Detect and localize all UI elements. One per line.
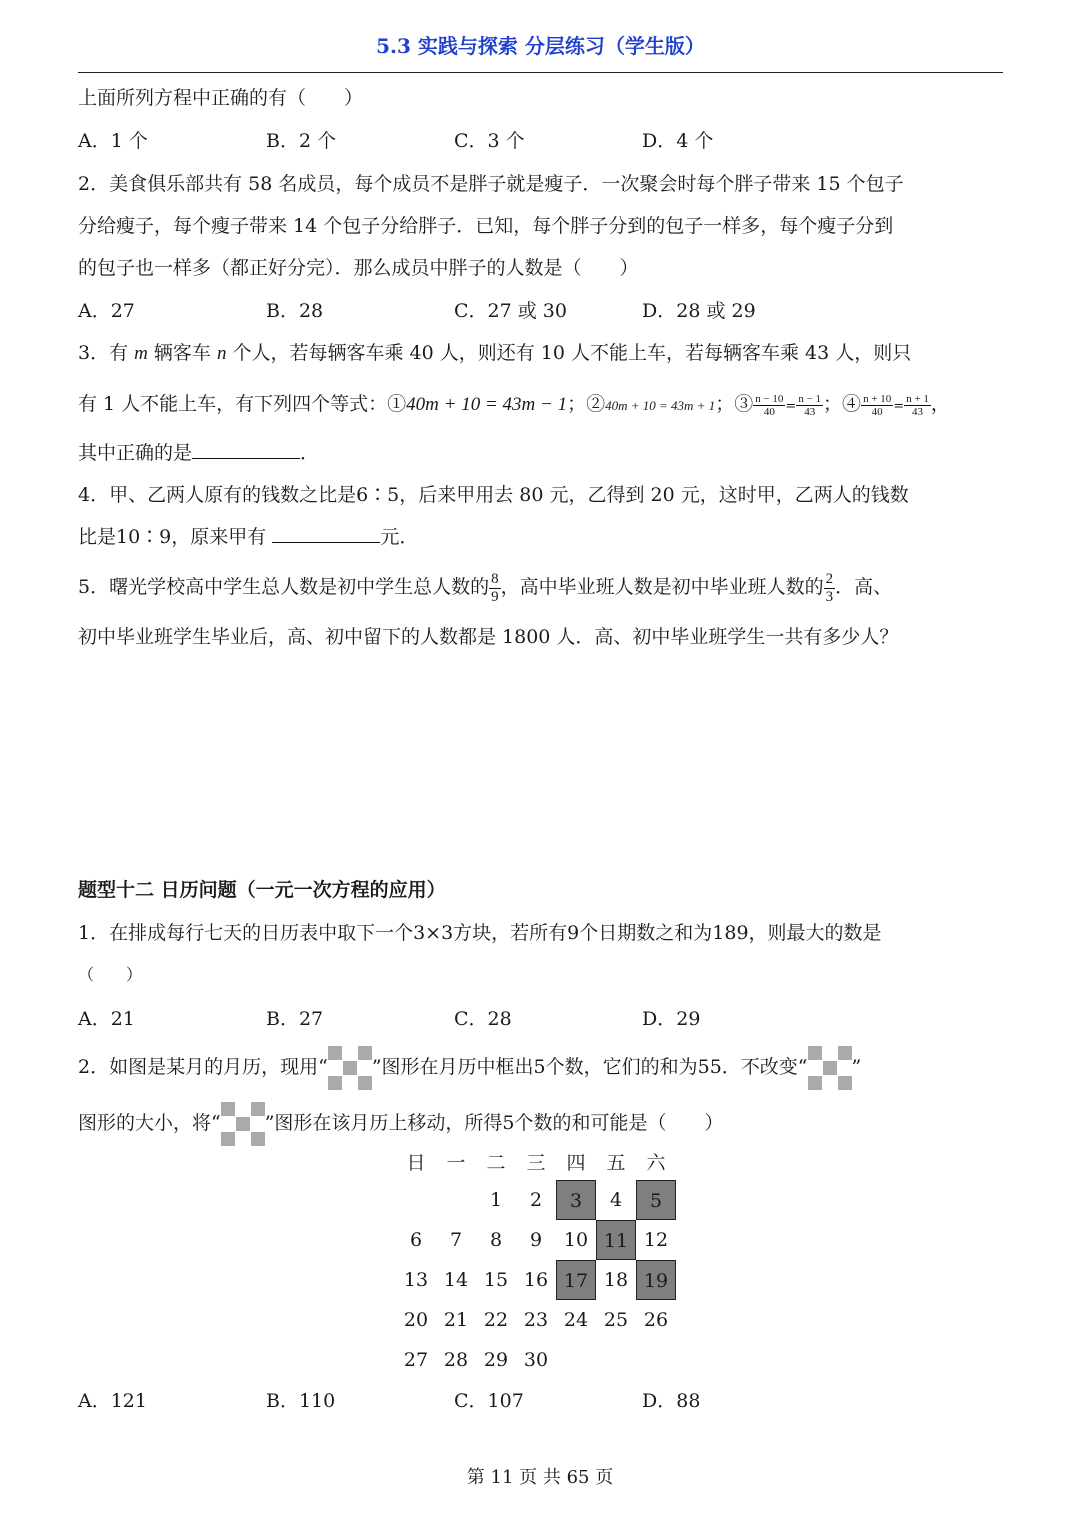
s12-q1-option-c: C．28 (454, 1008, 512, 1030)
q3-eq4-num-2: n + 1 (906, 392, 929, 405)
q3-eq3-frac-left (753, 393, 785, 418)
q3-eq3-frac-right (796, 393, 823, 418)
q3-line-1 (78, 340, 911, 367)
header-rule (78, 72, 1003, 73)
calendar-weekday-header: 三 (526, 1152, 546, 1174)
q3-sep-3: ；④ (823, 393, 862, 415)
q3-eq4-den-1: 40 (871, 405, 883, 418)
calendar-day: 26 (643, 1309, 669, 1331)
q5-fraction-1 (489, 571, 501, 606)
q-top-option-a: A．1 个 (78, 130, 148, 152)
q3-eq3-equals: = (785, 399, 797, 414)
q2-option-b: B．28 (266, 300, 324, 322)
calendar-weekday-header: 六 (646, 1152, 666, 1174)
calendar-day: 23 (523, 1309, 549, 1331)
x-pattern-shape-icon (328, 1046, 372, 1090)
q2-line-1: 2．美食俱乐部共有 58 名成员，每个成员不是胖子就是瘦子．一次聚会时每个胖子带来 15 个包子 (78, 173, 904, 195)
calendar-day: 1 (489, 1189, 503, 1211)
q3-equation-2: 40m + 10 = 43m + 1 (605, 398, 716, 413)
q2-option-c: C．27 或 30 (454, 300, 567, 322)
calendar-weekday-header: 一 (446, 1152, 466, 1174)
calendar-day: 10 (563, 1229, 589, 1251)
q3-text-2a: 有 1 人不能上车，有下列四个等式：① (78, 393, 407, 415)
q-top-stem: 上面所列方程中正确的有（ ） (78, 87, 364, 109)
calendar-day: 16 (523, 1269, 549, 1291)
s12-q2-text-d: 图形的大小，将“ (78, 1112, 221, 1134)
q4-line-1: 4．甲、乙两人原有的钱数之比是6∶5，后来甲用去 80 元，乙得到 20 元，这时甲，乙两人的钱数 (78, 484, 909, 506)
q3-text-a: 3．有 (78, 342, 135, 364)
s12-q2-text-a: 2．如图是某月的月历，现用“ (78, 1056, 328, 1078)
calendar-day: 9 (529, 1229, 543, 1251)
calendar-day-highlighted: 19 (636, 1260, 676, 1300)
calendar-day-highlighted: 11 (596, 1220, 636, 1260)
calendar-day: 14 (443, 1269, 469, 1291)
q3-text-3b: ． (300, 442, 320, 464)
q4-line-2 (78, 524, 418, 550)
q4-answer-blank[interactable] (272, 524, 380, 543)
calendar-day: 4 (609, 1189, 623, 1211)
q2-option-d: D．28 或 29 (642, 300, 756, 322)
q3-eq3-num-2: n − 1 (798, 392, 822, 405)
q3-eq4-frac-left (861, 393, 893, 418)
x-pattern-shape-icon (221, 1102, 265, 1146)
page-footer: 第 11 页 共 65 页 (466, 1467, 614, 1488)
q3-eq3-den-2: 43 (804, 405, 816, 418)
s12-q2-line-1 (78, 1042, 861, 1092)
q3-eq4-frac-right (904, 393, 931, 418)
q5-fraction-2 (824, 571, 836, 606)
s12-q1-option-b: B．27 (266, 1008, 324, 1030)
q3-eq3-num-1: n − 10 (755, 392, 784, 405)
q3-eq4-den-2: 43 (912, 405, 924, 418)
calendar-day: 15 (483, 1269, 509, 1291)
q2-line-2: 分给瘦子，每个瘦子带来 14 个包子分给胖子．已知，每个胖子分到的包子一样多，每个瘦子分到 (78, 215, 894, 237)
s12-q2-text-b: ”图形在月历中框出5个数，它们的和为55．不改变“ (371, 1056, 808, 1078)
calendar-day: 20 (403, 1309, 429, 1331)
page-header-title: 5.3 实践与探索 分层练习（学生版） (376, 34, 705, 58)
q3-sep-1: ；② (567, 393, 606, 415)
q-top-option-b: B．2 个 (266, 130, 337, 152)
q3-text-b: 辆客车 (147, 342, 217, 364)
calendar-day-highlighted: 5 (636, 1180, 676, 1220)
q5-fraction-1-num: 8 (491, 570, 499, 587)
calendar-day-highlighted: 17 (556, 1260, 596, 1300)
calendar-day: 8 (489, 1229, 503, 1251)
q3-var-n: n (216, 343, 227, 364)
q5-fraction-2-num: 2 (825, 570, 834, 587)
s12-q2-line-2 (78, 1098, 724, 1148)
q5-line-2: 初中毕业班学生毕业后，高、初中留下的人数都是 1800 人．高、初中毕业班学生一共有多少人？ (78, 626, 899, 648)
q3-text-c: 个人，若每辆客车乘 40 人，则还有 10 人不能上车，若每辆客车乘 43 人，则只 (226, 342, 912, 364)
q3-end-2: ， (930, 393, 950, 415)
s12-q2-option-a: A．121 (78, 1390, 147, 1412)
q5-text-c: ．高、 (835, 576, 893, 598)
calendar-day: 18 (603, 1269, 629, 1291)
calendar-day-highlighted: 3 (556, 1180, 596, 1220)
calendar-weekday-header: 四 (566, 1152, 586, 1174)
calendar-day: 25 (603, 1309, 629, 1331)
calendar-day: 29 (483, 1349, 509, 1371)
s12-q1-option-d: D．29 (642, 1008, 701, 1030)
q3-sep-2: ；③ (715, 393, 754, 415)
q3-eq4-num-1: n + 10 (863, 392, 892, 405)
q5-text-a: 5．曙光学校高中学生总人数是初中学生总人数的 (78, 576, 490, 598)
s12-q2-text-c: ” (851, 1056, 862, 1078)
s12-q2-option-d: D．88 (642, 1390, 701, 1412)
q5-text-b: ，高中毕业班人数是初中毕业班人数的 (500, 576, 824, 598)
s12-q2-option-b: B．110 (266, 1390, 336, 1412)
calendar-day: 21 (443, 1309, 469, 1331)
section-12-title: 题型十二 日历问题（一元一次方程的应用） (78, 879, 446, 901)
s12-q2-option-c: C．107 (454, 1390, 524, 1412)
q-top-option-d: D．4 个 (642, 130, 714, 152)
q2-option-a: A．27 (78, 300, 135, 322)
calendar-day: 13 (403, 1269, 429, 1291)
q3-var-m: m (134, 343, 148, 364)
q3-line-3 (78, 440, 319, 466)
q3-eq3-den-1: 40 (763, 405, 775, 418)
q4-text-2a: 比是10∶9，原来甲有 (78, 526, 273, 548)
s12-q1-line-1: 1．在排成每行七天的日历表中取下一个3×3方块，若所有9个日期数之和为189，则最大的数是 (78, 922, 882, 944)
q3-equation-1: 40m + 10 = 43m − 1 (406, 394, 568, 415)
s12-q1-option-a: A．21 (78, 1008, 135, 1030)
calendar-day: 7 (449, 1229, 463, 1251)
calendar-day: 22 (483, 1309, 509, 1331)
q3-text-3a: 其中正确的是 (78, 442, 193, 464)
q3-line-2 (78, 384, 950, 424)
q2-line-3: 的包子也一样多（都正好分完）．那么成员中胖子的人数是（ ） (78, 257, 639, 279)
s12-q1-line-2: （ ） (78, 965, 143, 984)
q5-fraction-1-den: 9 (491, 588, 499, 605)
calendar-day: 27 (403, 1349, 429, 1371)
q4-text-2b: 元． (380, 526, 419, 548)
calendar-day: 12 (643, 1229, 669, 1251)
calendar-day: 2 (529, 1189, 543, 1211)
calendar-weekday-header: 二 (486, 1152, 506, 1174)
calendar-day: 24 (563, 1309, 589, 1331)
calendar-weekday-header: 日 (406, 1152, 426, 1174)
x-pattern-shape-icon (808, 1046, 852, 1090)
q3-answer-blank[interactable] (192, 440, 300, 459)
calendar-day: 6 (409, 1229, 423, 1251)
calendar-day: 30 (523, 1349, 549, 1371)
q5-fraction-2-den: 3 (825, 588, 834, 605)
q-top-option-c: C．3 个 (454, 130, 525, 152)
s12-q2-text-e: ”图形在该月历上移动，所得5个数的和可能是（ ） (264, 1112, 724, 1134)
q5-line-1 (78, 566, 892, 608)
q3-eq4-equals: = (893, 399, 905, 414)
calendar-day: 28 (443, 1349, 469, 1371)
calendar-weekday-header: 五 (606, 1152, 626, 1174)
